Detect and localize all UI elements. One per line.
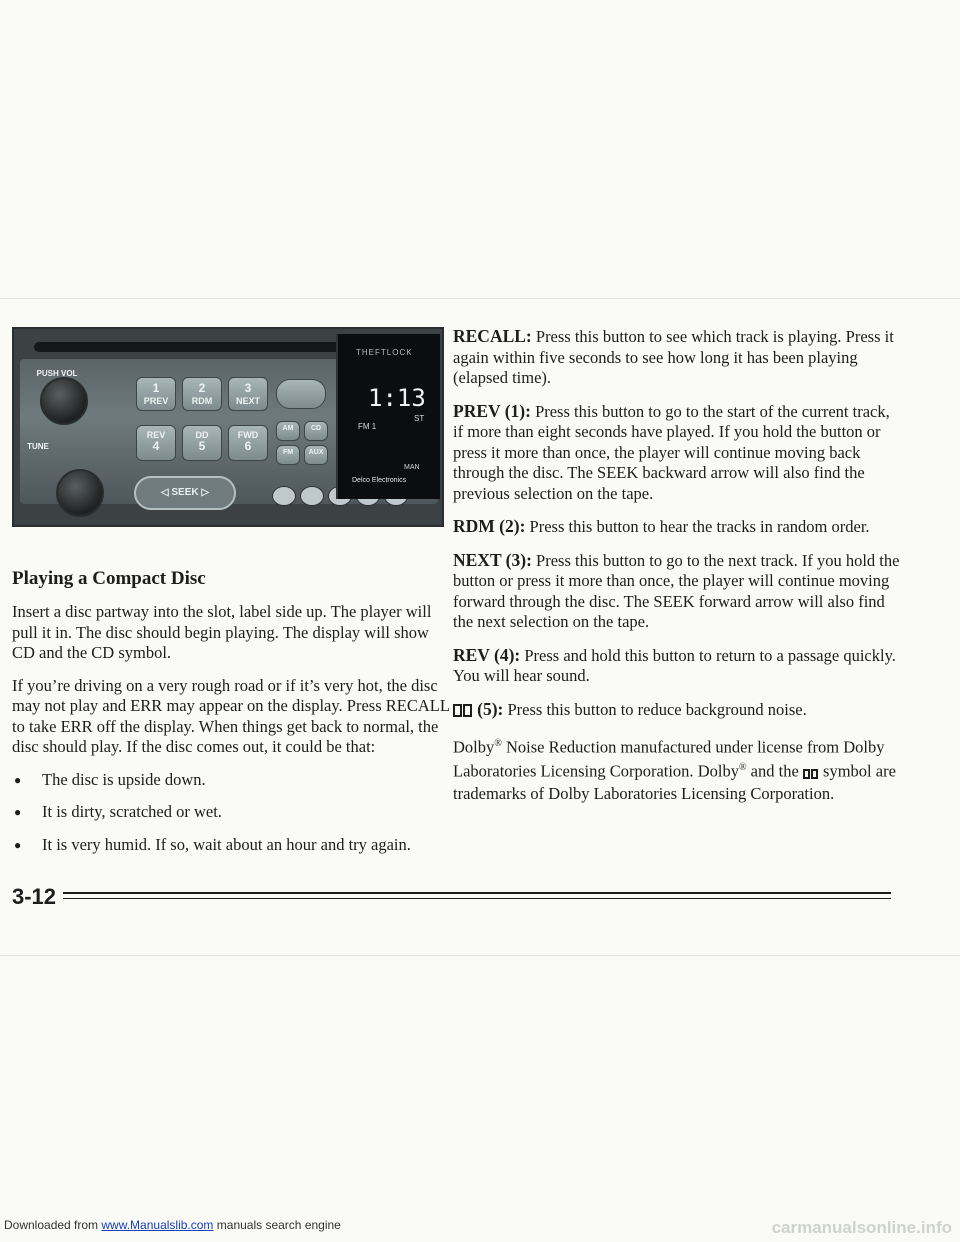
next-button: 3 NEXT: [228, 377, 268, 411]
dolby-description: (5): Press this button to reduce background noise.: [453, 699, 903, 723]
rdm-button: 2 RDM: [182, 377, 222, 411]
fwd-button: FWD 6: [228, 425, 268, 461]
list-item: ● The disc is upside down.: [14, 769, 206, 789]
paragraph-insert-disc: Insert a disc partway into the slot, label side up. The player will pull it in. The disc should begin playing. The display will show CD and the CD symbol.: [12, 602, 432, 662]
preset-button: [272, 486, 296, 506]
preset-button: [300, 486, 324, 506]
bullet-icon: ●: [14, 805, 22, 819]
list-item: ● It is very humid. If so, wait about an hour and try again.: [14, 834, 411, 854]
left-column: [12, 568, 452, 867]
seek-button: ◁ SEEK ▷: [134, 476, 236, 510]
next-term: NEXT (3):: [453, 549, 532, 570]
dolby-trademark-notice: Dolby® Noise Reduction manufactured under license from Dolby Laboratories Licensing Corporation. Dolby® and the symbol are trademarks of Dolby Laboratories Licensing Corporation.: [453, 737, 896, 803]
volume-knob: [40, 377, 88, 425]
fm-button: FM: [276, 445, 300, 465]
dolby-term: (5):: [477, 698, 504, 719]
display-stereo: ST: [414, 414, 425, 423]
radio-display: [336, 334, 440, 499]
prev-button: 1 PREV: [136, 377, 176, 411]
scan-line: [0, 955, 960, 956]
display-brand: THEFTLOCK: [356, 348, 413, 357]
display-maker: Delco Electronics: [352, 477, 407, 484]
display-time: 1:13: [368, 384, 426, 412]
am-button: AM: [276, 421, 300, 441]
right-column: [453, 326, 903, 817]
rev-button: REV 4: [136, 425, 176, 461]
section-heading: Playing a Compact Disc: [12, 568, 206, 589]
paragraph-rough-road: If you’re driving on a very rough road or if it’s very hot, the disc may not play and ERR may appear on the display. Press RECALL to take ERR off the display. When things get back to normal, the disc should play. If the disc comes out, it could be that:: [12, 675, 450, 756]
recall-button: [276, 379, 326, 409]
recall-term: RECALL:: [453, 326, 532, 346]
footer-rule: [63, 892, 891, 894]
bullet-icon: ●: [14, 772, 22, 787]
scan-line: [0, 298, 960, 299]
tune-label: TUNE: [27, 442, 49, 451]
list-item: ● It is dirty, scratched or wet.: [14, 802, 222, 821]
prev-term: PREV (1):: [453, 400, 531, 421]
display-man: MAN: [404, 464, 420, 471]
rdm-term: RDM (2):: [453, 516, 526, 536]
display-band: FM 1: [358, 422, 377, 431]
prev-description: PREV (1): Press this button to go to the start of the current track, if more than eight seconds have played. If you hold the button or press it more than once, the player will continue moving back through the disc. The SEEK backward arrow will also find the previous selection on the tape.: [453, 400, 890, 503]
rev-term: REV (4):: [453, 644, 521, 665]
rev-description: REV (4): Press and hold this button to return to a passage quickly. You will hear sound.: [453, 644, 896, 685]
manualslib-link[interactable]: www.Manualslib.com: [101, 1218, 214, 1232]
radio-illustration: [12, 327, 444, 527]
next-description: NEXT (3): Press this button to go to the next track. If you hold the button or press it more than once, the player will continue moving forward through the disc. The SEEK forward arrow will also find the next selection on the tape.: [453, 549, 900, 631]
download-banner: Downloaded from www.Manualslib.com manuals search engine: [4, 1218, 341, 1232]
page-number: 3-12: [12, 884, 57, 909]
watermark: carmanualsonline.info: [771, 1218, 952, 1237]
rdm-description: RDM (2): Press this button to hear the tracks in random order.: [453, 516, 870, 536]
dolby-button: DD 5: [182, 425, 222, 461]
aux-button: AUX: [304, 445, 328, 465]
dolby-symbol-icon: [803, 764, 819, 785]
cd-button: CD: [304, 421, 328, 441]
recall-description: RECALL: Press this button to see which track is playing. Press it again within five seconds to see how long it has been playing (elapsed time).: [453, 326, 894, 387]
tune-knob: [56, 469, 104, 517]
dolby-symbol-icon: [453, 702, 473, 723]
push-vol-label: PUSH VOL: [36, 369, 78, 378]
bullet-icon: ●: [14, 837, 22, 852]
footer-rule: [63, 898, 891, 899]
